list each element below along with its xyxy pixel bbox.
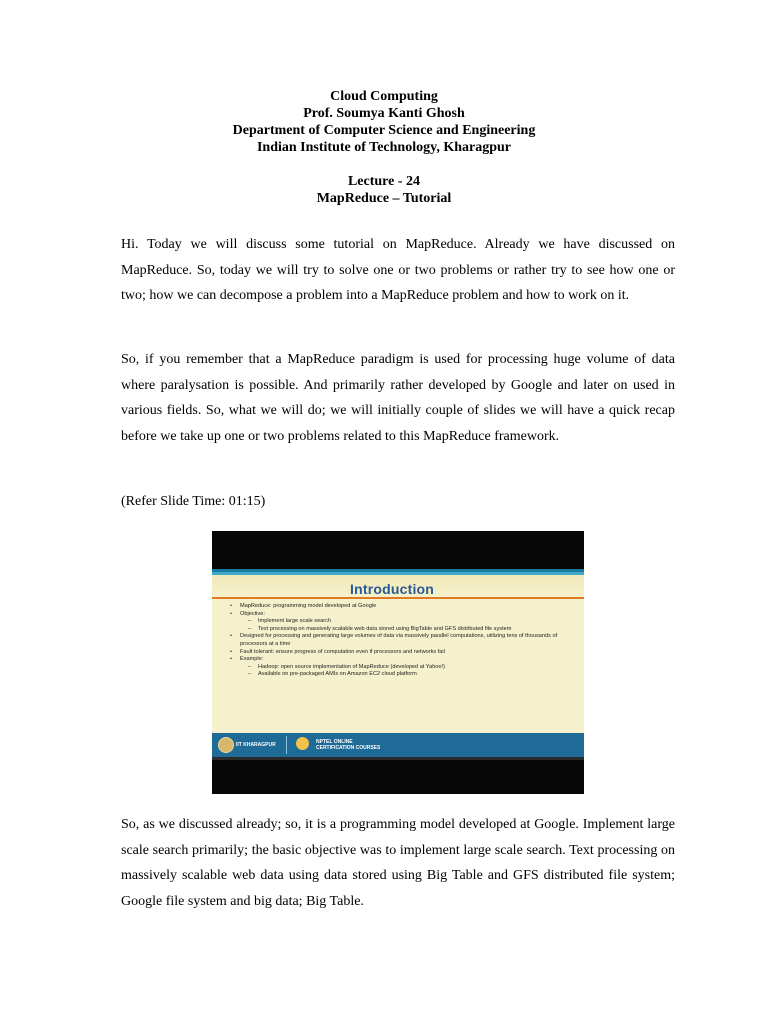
slide-bullet: • MapReduce: programming model developed at Google: [230, 603, 570, 611]
slide-bottom-strip: [212, 757, 584, 760]
slide-title: Introduction: [350, 581, 435, 597]
slide-footer: [212, 733, 584, 757]
nptel-logo-icon: [296, 737, 309, 750]
paragraph-recap: So, if you remember that a MapReduce paradigm is used for processing huge volume of data where paralysation is possible. And primarily rather developed by Google and later on used in various fields. So, what we will do; we will initially couple of slides we will have a quick recap before we take up one or two problems related to this MapReduce framework.: [121, 352, 675, 444]
slide-title-bar: [212, 575, 584, 597]
footer-divider: [286, 736, 287, 754]
lecture-number: Lecture - 24: [347, 174, 421, 189]
slide-bullet: • Example:: [230, 656, 570, 664]
footer-institute-label: IIT KHARAGPUR: [236, 742, 276, 748]
slide-bullet-list: [230, 603, 570, 679]
slide-sub-bullet: – Available on pre-packaged AMIs on Amazon EC2 cloud platform: [230, 671, 570, 679]
slide-bullet: • Designed for processing and generating large volumes of data via massively parallel computations, utilizing tens of thousands of processors at a time: [230, 633, 570, 648]
slide-body: [212, 575, 584, 733]
paragraph-explanation: So, as we discussed already; so, it is a programming model developed at Google. Implement large scale search primarily; the basic objective was to implement large scale search. Text processing on massively scalable web data using data stored using Big Table and GFS distributed file system; Google file system and big data; Big Table.: [121, 817, 675, 909]
paragraph-intro: Hi. Today we will discuss some tutorial on MapReduce. Already we have discussed on MapReduce. So, today we will try to solve one or two problems or rather try to see how one or two; how we can decompose a problem into a MapReduce problem and how to work on it.: [121, 237, 675, 303]
slide-sub-bullet: – Text processing on massively scalable web data stored using BigTable and GFS distributed file system: [230, 626, 570, 634]
slide-bullet: • Fault tolerant: ensure progress of computation even if processors and networks fail: [230, 649, 570, 657]
professor-name: Prof. Soumya Kanti Ghosh: [303, 106, 465, 121]
institute-name: Indian Institute of Technology, Kharagpur: [256, 140, 511, 155]
lecture-slide-image: [212, 531, 584, 794]
iit-logo-icon: [218, 737, 234, 753]
document-header: [0, 88, 768, 207]
lecture-topic: MapReduce – Tutorial: [316, 191, 452, 206]
slide-time-reference: (Refer Slide Time: 01:15): [121, 494, 266, 509]
course-title: Cloud Computing: [330, 89, 438, 104]
department-name: Department of Computer Science and Engineering: [232, 123, 536, 138]
slide-accent-line: [212, 597, 584, 599]
slide-sub-bullet: – Implement large scale search: [230, 618, 570, 626]
slide-sub-bullet: – Hadoop: open source implementation of MapReduce (developed at Yahoo!): [230, 664, 570, 672]
footer-nptel-label: NPTEL ONLINE CERTIFICATION COURSES: [316, 739, 381, 751]
slide-bullet: • Objective:: [230, 611, 570, 619]
header-gap: [0, 156, 768, 173]
